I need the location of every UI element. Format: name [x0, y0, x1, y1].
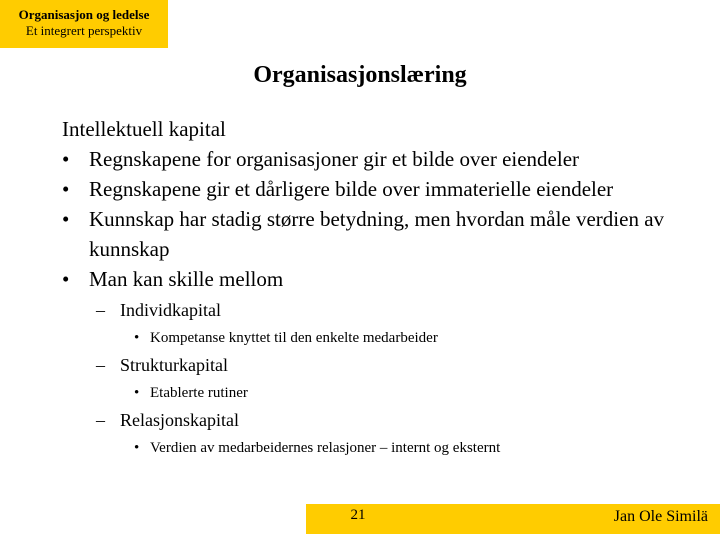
- bullet-mark: •: [62, 267, 70, 291]
- sub-detail-text: Verdien av medarbeidernes relasjoner – internt og eksternt: [150, 440, 501, 456]
- bullet-item: [62, 144, 702, 174]
- course-subtitle: Et integrert perspektiv: [25, 23, 143, 38]
- sub-item-label: Individkapital: [120, 300, 221, 320]
- slide-body: [62, 114, 702, 459]
- sub-detail: [62, 327, 702, 349]
- sub-detail: [62, 437, 702, 459]
- bullet-mark: •: [62, 177, 70, 201]
- sub-item-label: Relasjonskapital: [120, 410, 239, 430]
- author-name: Jan Ole Similä: [613, 508, 708, 525]
- page-number: 21: [350, 507, 366, 523]
- dash-mark: –: [96, 410, 105, 430]
- bullet-mark: •: [134, 440, 140, 456]
- dash-mark: –: [96, 300, 105, 320]
- slide-title: Organisasjonslæring: [253, 62, 467, 88]
- course-title: Organisasjon og ledelse: [18, 7, 150, 22]
- bullet-mark: •: [62, 207, 70, 231]
- sub-detail: [62, 382, 702, 404]
- lead-heading: Intellektuell kapital: [62, 117, 226, 141]
- sub-item: [62, 353, 702, 377]
- dash-mark: –: [96, 355, 105, 375]
- sub-item-label: Strukturkapital: [120, 355, 228, 375]
- sub-detail-text: Etablerte rutiner: [150, 385, 248, 401]
- bullet-item: [62, 204, 702, 264]
- bullet-text: Regnskapene for organisasjoner gir et bilde over eiendeler: [89, 147, 580, 171]
- bullet-mark: •: [62, 147, 70, 171]
- sub-detail-text: Kompetanse knyttet til den enkelte medarbeider: [150, 330, 438, 346]
- bullet-item: [62, 174, 702, 204]
- bullet-item: [62, 264, 702, 294]
- bullet-text: Kunnskap har stadig større betydning, men hvordan måle verdien av kunnskap: [89, 207, 665, 261]
- sub-item: [62, 298, 702, 322]
- course-brand-box: [0, 0, 168, 48]
- bullet-text: Regnskapene gir et dårligere bilde over immaterielle eiendeler: [89, 177, 614, 201]
- sub-item: [62, 408, 702, 432]
- bullet-mark: •: [134, 385, 140, 401]
- bullet-text: Man kan skille mellom: [89, 267, 284, 291]
- bullet-mark: •: [134, 330, 140, 346]
